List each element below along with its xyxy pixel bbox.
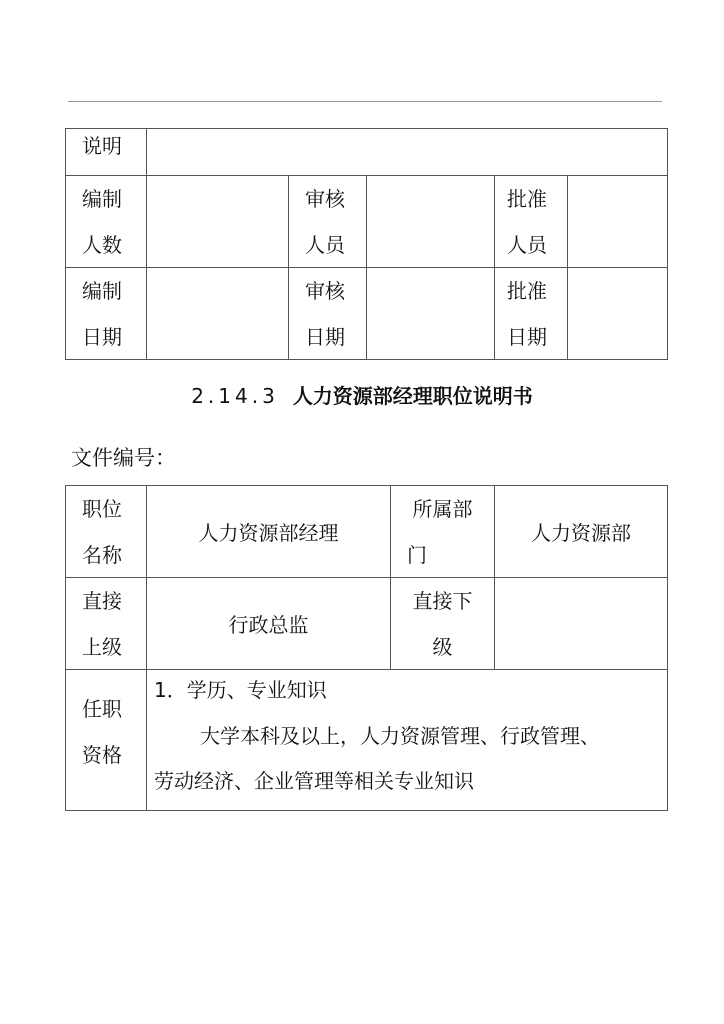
cell-prepared-count-value: [146, 175, 289, 268]
label-line: 编制: [82, 187, 122, 211]
label-line: 日期: [82, 325, 122, 349]
label-line: 门: [407, 543, 427, 567]
label-line: 任职: [82, 697, 122, 721]
label-line: 编制: [82, 279, 122, 303]
cell-supervisor-label: [65, 577, 147, 670]
section-number: 2.14.3: [191, 384, 279, 408]
cell-subordinate-value: [494, 577, 668, 670]
cell-department-label: [390, 485, 495, 578]
position-name: 人力资源部经理: [198, 521, 339, 545]
label-line: 直接下: [412, 589, 473, 613]
label-line: 批准: [507, 279, 547, 303]
section-heading: [0, 380, 724, 409]
cell-description-label: [65, 128, 147, 176]
cell-department-value: [494, 485, 668, 578]
cell-position-name-label: [65, 485, 147, 578]
cell-subordinate-label: [390, 577, 495, 670]
cell-prepared-count-label: [65, 175, 147, 268]
label-line: 批准: [507, 187, 547, 211]
cell-review-date-value: [366, 267, 495, 360]
cell-prepared-date-value: [146, 267, 289, 360]
cell-qualification-label: [65, 669, 147, 811]
label-line: 直接: [82, 589, 122, 613]
label-line: 名称: [82, 543, 122, 567]
cell-qualification-value: [146, 669, 668, 811]
label-line: 资格: [82, 743, 122, 767]
label-line: 人员: [305, 233, 345, 257]
label-line: 职位: [82, 497, 122, 521]
cell-reviewer-value: [366, 175, 495, 268]
cell-approval-date-value: [567, 267, 668, 360]
label-line: 日期: [507, 325, 547, 349]
label-line: 审核: [305, 187, 345, 211]
label-line: 人员: [507, 233, 547, 257]
cell-approver-label: [494, 175, 568, 268]
cell-position-name-value: [146, 485, 391, 578]
description-label: 说明: [82, 134, 122, 158]
cell-approval-date-label: [494, 267, 568, 360]
supervisor-name: 行政总监: [228, 613, 309, 637]
label-line: 日期: [305, 325, 345, 349]
department-name: 人力资源部: [531, 521, 631, 545]
cell-supervisor-value: [146, 577, 391, 670]
cell-review-date-label: [288, 267, 367, 360]
section-title: 人力资源部经理职位说明书: [292, 384, 533, 408]
cell-description-value: [146, 128, 668, 176]
header-rule: [68, 101, 662, 102]
qualification-line: 劳动经济、企业管理等相关专业知识: [154, 769, 474, 793]
cell-reviewer-label: [288, 175, 367, 268]
file-number-label: 文件编号：: [71, 446, 176, 470]
label-line: 审核: [305, 279, 345, 303]
cell-approver-value: [567, 175, 668, 268]
label-line: 所属部: [412, 497, 473, 521]
qualification-line: 大学本科及以上，人力资源管理、行政管理、: [200, 724, 600, 748]
cell-prepared-date-label: [65, 267, 147, 360]
label-line: 人数: [82, 233, 122, 257]
label-line: 上级: [82, 635, 122, 659]
label-line: 级: [432, 635, 453, 659]
qualification-line: 1．学历、专业知识: [154, 678, 327, 702]
